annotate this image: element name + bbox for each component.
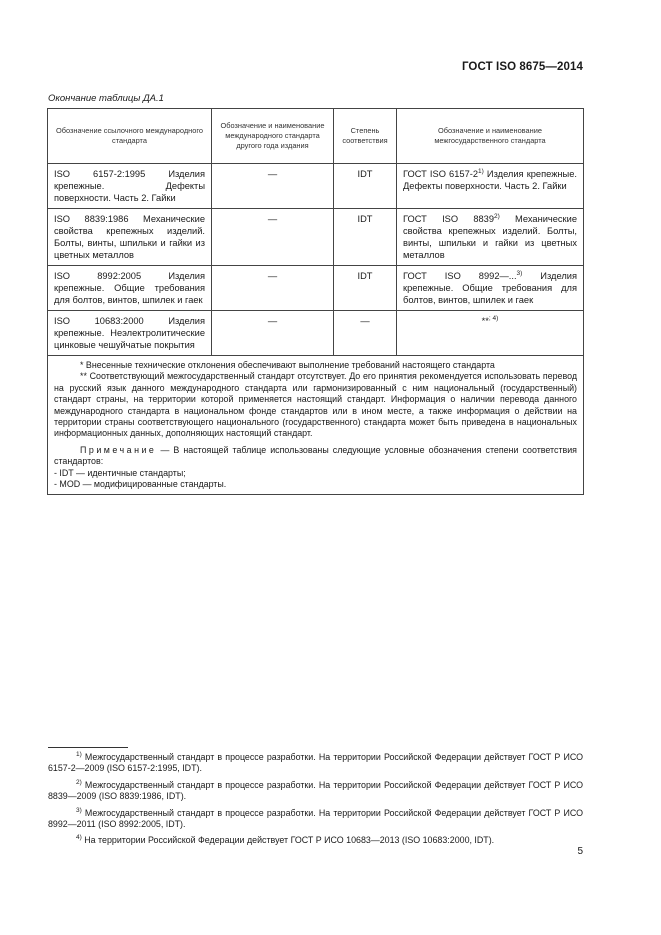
table-header-row bbox=[48, 109, 584, 164]
header-intl-standard: Обозначение ссылочного международного стандарта bbox=[48, 109, 212, 164]
page-number: 5 bbox=[577, 846, 583, 857]
cell-gost bbox=[397, 209, 584, 266]
footnote-ref: 2) bbox=[494, 213, 500, 220]
remark bbox=[54, 445, 577, 468]
footnote-text: Межгосударственный стандарт в процессе разработки. На территории Российской Федерации действует ГОСТ Р ИСО 8992—2011 (ISO 8992:2005, IDT). bbox=[48, 807, 583, 830]
footnote-ref: 1) bbox=[478, 168, 484, 175]
cell-degree: IDT bbox=[334, 164, 397, 209]
gost-code: ГОСТ ISO 8992—... bbox=[403, 271, 517, 281]
footnote-text: Межгосударственный стандарт в процессе разработки. На территории Российской Федерации действует ГОСТ Р ИСО 8839—2009 (ISO 8839:1986, IDT). bbox=[48, 779, 583, 802]
cell-intl: ISO 8839:1986 Механические свойства крепежных изделий. Болты, винты, шпильки и гайки из цветных металлов bbox=[48, 209, 212, 266]
cell-gost bbox=[397, 311, 584, 356]
cell-other: — bbox=[212, 266, 334, 311]
remark-text: — В настоящей таблице использованы следующие условные обозначения степени соответствия стандартов: bbox=[54, 444, 577, 467]
footnote bbox=[48, 808, 583, 831]
table-row bbox=[48, 266, 584, 311]
footnote bbox=[48, 780, 583, 803]
footnote-mark: 3) bbox=[76, 806, 82, 814]
header-degree: Степень соответствия bbox=[334, 109, 397, 164]
footnote-separator bbox=[48, 747, 128, 748]
cell-intl: ISO 6157-2:1995 Изделия крепежные. Дефекты поверхности. Часть 2. Гайки bbox=[48, 164, 212, 209]
gost-code: ГОСТ ISO 8839 bbox=[403, 214, 495, 224]
footnote bbox=[48, 835, 583, 846]
table-row bbox=[48, 311, 584, 356]
note-double-star: ** Соответствующий межгосударственный стандарт отсутствует. До его принятия рекомендуется использовать перевод на русский язык данного международного стандарта или гармонизированный с ним национальный (государственный) стандарт страны, на территории которой применяется настоящий стандарт. Информация о наличии перевода данного международного стандарта в национальном фонде стандартов или в ином месте, а также информация о действии на территории страны соответствующего национального (государственного) стандарта может быть приведена в национальных информационных данных, дополняющих настоящий стандарт. bbox=[54, 371, 577, 439]
cell-intl: ISO 10683:2000 Изделия крепежные. Неэлектролитические цинковые чешуйчатые покрытия bbox=[48, 311, 212, 356]
cell-other: — bbox=[212, 311, 334, 356]
cell-other: — bbox=[212, 209, 334, 266]
note-single-star: * Внесенные технические отклонения обеспечивают выполнение требований настоящего стандарта bbox=[80, 360, 495, 370]
correspondence-table bbox=[47, 108, 584, 495]
footnote-text: На территории Российской Федерации действует ГОСТ Р ИСО 10683—2013 (ISO 10683:2000, IDT). bbox=[81, 835, 495, 846]
document-code-header: ГОСТ ISO 8675—2014 bbox=[461, 61, 583, 73]
footnote bbox=[48, 752, 583, 775]
gost-title: Механические свойства крепежных изделий. Болты, винты, шпильки и гайки из цветных металлов bbox=[403, 214, 577, 260]
legend-mod: - MOD — модифицированные стандарты. bbox=[54, 479, 227, 490]
footnote-mark: 4) bbox=[76, 834, 82, 842]
cell-intl: ISO 8992:2005 Изделия крепежные. Общие требования для болтов, винтов, шпилек и гаек bbox=[48, 266, 212, 311]
legend-idt: - IDT — идентичные стандарты; bbox=[54, 467, 186, 478]
footnote-mark: 2) bbox=[76, 778, 82, 786]
table-caption: Окончание таблицы ДА.1 bbox=[48, 93, 164, 104]
table-row bbox=[48, 164, 584, 209]
table-notes bbox=[48, 356, 584, 495]
footnote-ref: ; 4) bbox=[488, 315, 499, 322]
footnotes bbox=[48, 752, 583, 852]
cell-gost bbox=[397, 266, 584, 311]
cell-degree: IDT bbox=[334, 266, 397, 311]
gost-code: ГОСТ ISO 6157-2 bbox=[403, 169, 479, 179]
gost-code: ** bbox=[481, 316, 489, 326]
table-row bbox=[48, 209, 584, 266]
gost-title: Изделия крепежные. Дефекты поверхности. Часть 2. Гайки bbox=[403, 169, 577, 191]
cell-gost bbox=[397, 164, 584, 209]
cell-degree: — bbox=[334, 311, 397, 356]
footnote-ref: 3) bbox=[516, 270, 523, 277]
footnote-text: Межгосударственный стандарт в процессе разработки. На территории Российской Федерации действует ГОСТ Р ИСО 6157-2—2009 (ISO 6157-2:1995, IDT). bbox=[48, 752, 583, 774]
cell-degree: IDT bbox=[334, 209, 397, 266]
gost-title: Изделия крепежные. Общие требования для болтов, винтов, шпилек и гаек bbox=[403, 271, 577, 305]
header-other-year-standard: Обозначение и наименование международного стандарта другого года издания bbox=[212, 109, 334, 164]
remark-label: Примечание bbox=[80, 444, 157, 455]
cell-other: — bbox=[212, 164, 334, 209]
header-interstate-standard: Обозначение и наименование межгосударственного стандарта bbox=[397, 109, 584, 164]
table-notes-row bbox=[48, 356, 584, 495]
footnote-mark: 1) bbox=[76, 751, 82, 758]
